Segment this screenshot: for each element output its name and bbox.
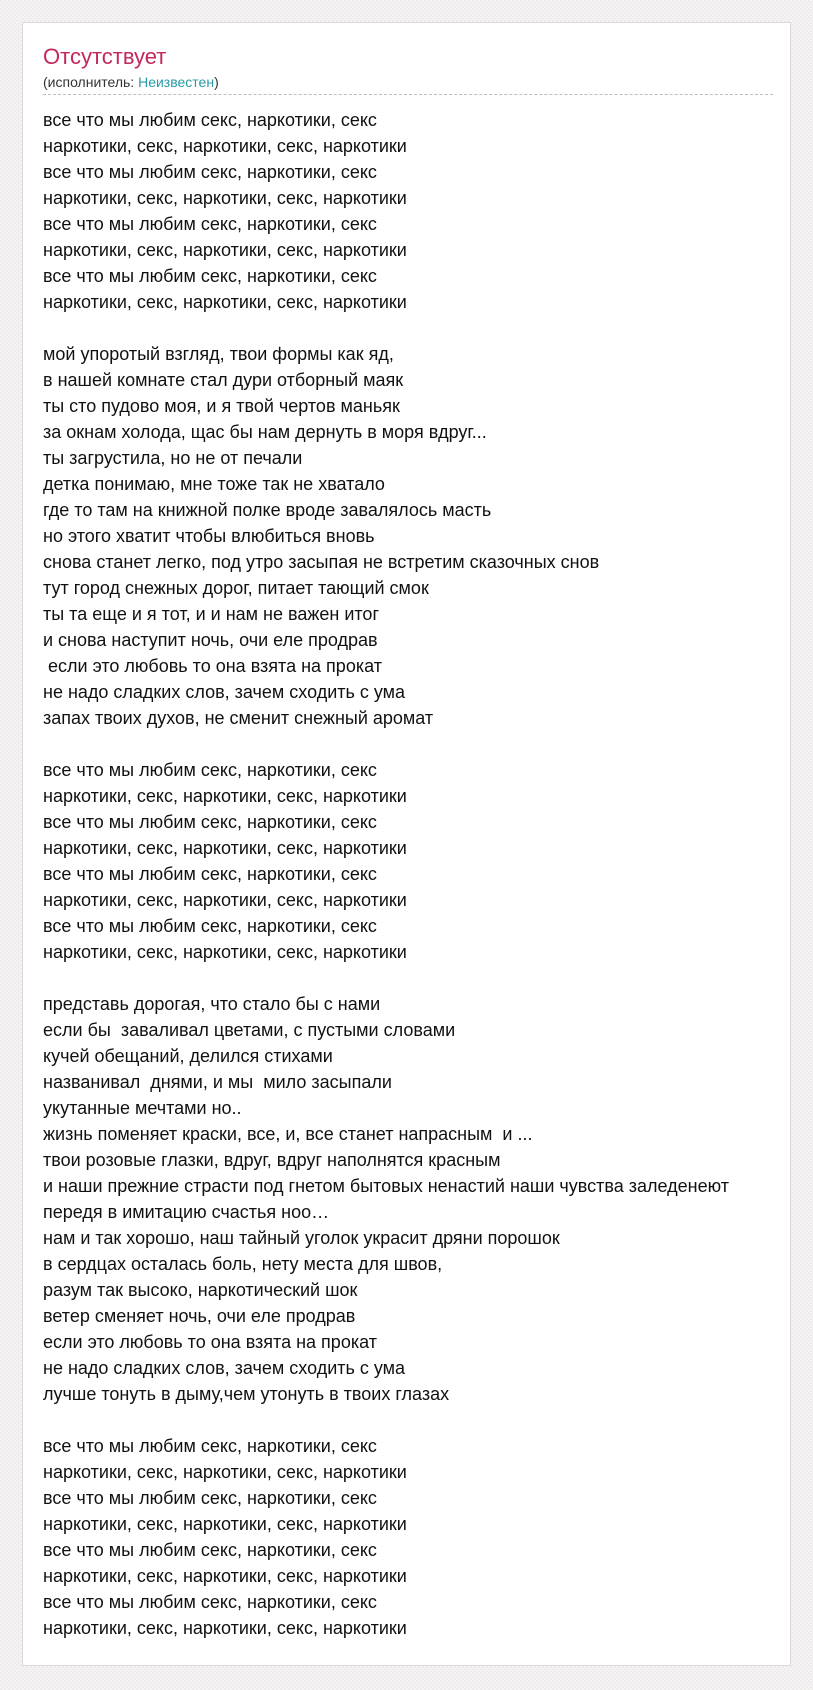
stanza-break [43, 1407, 788, 1433]
lyric-line: если бы заваливал цветами, с пустыми словами [43, 1020, 456, 1040]
lyrics-card [22, 22, 791, 1666]
lyric-line: наркотики, секс, наркотики, секс, наркотики [43, 786, 407, 806]
lyric-line: и снова наступит ночь, очи еле продрав [43, 630, 378, 650]
artist-link[interactable]: Неизвестен [138, 74, 215, 90]
lyric-line: мой упоротый взгляд, твои формы как яд, [43, 344, 394, 364]
lyric-line: твои розовые глазки, вдруг, вдруг наполнятся красным [43, 1150, 501, 1170]
lyric-line: в сердцах осталась боль, нету места для швов, [43, 1254, 443, 1274]
lyric-line: представь дорогая, что стало бы с нами [43, 994, 381, 1014]
lyric-line: наркотики, секс, наркотики, секс, наркотики [43, 942, 407, 962]
lyric-line: кучей обещаний, делился стихами [43, 1046, 333, 1066]
lyric-line: не надо сладких слов, зачем сходить с ума [43, 682, 406, 702]
lyric-line: ты сто пудово моя, и я твой чертов маньяк [43, 396, 400, 416]
lyrics-text [43, 107, 788, 1641]
stanza-break [43, 965, 788, 991]
lyric-line: тут город снежных дорог, питает тающий смок [43, 578, 429, 598]
lyric-line: детка понимаю, мне тоже так не хватало [43, 474, 385, 494]
lyric-line: все что мы любим секс, наркотики, секс [43, 214, 377, 234]
header-divider [43, 94, 773, 95]
lyric-line: наркотики, секс, наркотики, секс, наркотики [43, 292, 407, 312]
song-title: Отсутствует [43, 44, 167, 69]
lyric-line: наркотики, секс, наркотики, секс, наркотики [43, 188, 407, 208]
lyric-line: все что мы любим секс, наркотики, секс [43, 1592, 377, 1612]
lyric-line: передя в имитацию счастья ноо… [43, 1202, 330, 1222]
lyric-line: все что мы любим секс, наркотики, секс [43, 916, 377, 936]
lyric-line: наркотики, секс, наркотики, секс, наркотики [43, 890, 407, 910]
lyric-line: но этого хватит чтобы влюбиться вновь [43, 526, 375, 546]
lyric-line: наркотики, секс, наркотики, секс, наркотики [43, 240, 407, 260]
lyric-line: все что мы любим секс, наркотики, секс [43, 864, 377, 884]
lyric-line: где то там на книжной полке вроде завалялось масть [43, 500, 492, 520]
lyric-line: за окнам холода, щас бы нам дернуть в моря вдруг... [43, 422, 487, 442]
lyric-line: запах твоих духов, не сменит снежный аромат [43, 708, 434, 728]
lyric-line: все что мы любим секс, наркотики, секс [43, 1540, 377, 1560]
lyric-line: все что мы любим секс, наркотики, секс [43, 266, 377, 286]
lyric-line: укутанные мечтами но.. [43, 1098, 242, 1118]
lyric-line: жизнь поменяет краски, все, и, все станет напрасным и ... [43, 1124, 533, 1144]
lyric-line: разум так высоко, наркотический шок [43, 1280, 358, 1300]
lyric-line: наркотики, секс, наркотики, секс, наркотики [43, 1514, 407, 1534]
lyric-line: лучше тонуть в дыму,чем утонуть в твоих глазах [43, 1384, 450, 1404]
lyric-line: если это любовь то она взята на прокат [43, 1332, 377, 1352]
lyric-line: все что мы любим секс, наркотики, секс [43, 1488, 377, 1508]
lyric-line: все что мы любим секс, наркотики, секс [43, 812, 377, 832]
lyric-line: в нашей комнате стал дури отборный маяк [43, 370, 404, 390]
artist-line [43, 73, 219, 91]
lyric-line: ты загрустила, но не от печали [43, 448, 303, 468]
lyric-line: наркотики, секс, наркотики, секс, наркотики [43, 1566, 407, 1586]
lyric-line: все что мы любим секс, наркотики, секс [43, 110, 377, 130]
lyric-line: и наши прежние страсти под гнетом бытовых ненастий наши чувства заледенеют [43, 1176, 729, 1196]
lyric-line: не надо сладких слов, зачем сходить с ума [43, 1358, 406, 1378]
lyric-line: названивал днями, и мы мило засыпали [43, 1072, 392, 1092]
lyric-line: снова станет легко, под утро засыпая не встретим сказочных снов [43, 552, 600, 572]
lyric-line: все что мы любим секс, наркотики, секс [43, 760, 377, 780]
lyric-line: все что мы любим секс, наркотики, секс [43, 1436, 377, 1456]
lyric-line: все что мы любим секс, наркотики, секс [43, 162, 377, 182]
lyric-line: ты та еще и я тот, и и нам не важен итог [43, 604, 380, 624]
lyric-line: наркотики, секс, наркотики, секс, наркотики [43, 1618, 407, 1638]
lyric-line: наркотики, секс, наркотики, секс, наркотики [43, 1462, 407, 1482]
artist-prefix: (исполнитель: [43, 74, 139, 90]
lyric-line: если это любовь то она взята на прокат [43, 656, 382, 676]
lyric-line: наркотики, секс, наркотики, секс, наркотики [43, 838, 407, 858]
lyric-line: ветер сменяет ночь, очи еле продрав [43, 1306, 356, 1326]
lyric-line: нам и так хорошо, наш тайный уголок украсит дряни порошок [43, 1228, 560, 1248]
lyric-line: наркотики, секс, наркотики, секс, наркотики [43, 136, 407, 156]
stanza-break [43, 315, 788, 341]
song-header [43, 43, 773, 117]
artist-suffix: ) [214, 74, 219, 90]
stanza-break [43, 731, 788, 757]
